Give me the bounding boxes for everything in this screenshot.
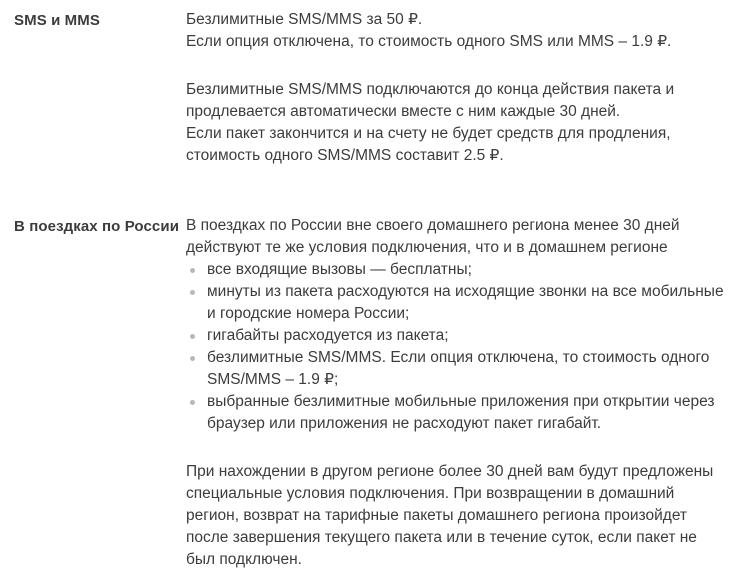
paragraph-sms-renewal [186, 79, 729, 167]
travel-conditions-list [186, 259, 729, 435]
list-item [186, 259, 729, 281]
list-item [186, 325, 729, 347]
paragraph-travel-outro: При нахождении в другом регионе более 30 дней вам будут предложены специальные условия подключения. При возвращении в домашний регион, возврат на тарифные пакеты домашнего региона произойдет после завершения текущего пакета или в течение суток, если пакет не был подключен. [186, 463, 714, 568]
text-line: Безлимитные SMS/MMS подключаются до конца действия пакета и продлевается автоматически вместе с ним каждые 30 дней. [186, 81, 675, 120]
list-item [186, 391, 729, 435]
bullet-dot-icon [190, 290, 195, 295]
row-label-russia-travel: В поездках по России [14, 218, 180, 235]
row-content-russia-travel [186, 215, 729, 571]
paragraph-sms-price [186, 9, 729, 53]
list-item-text: выбранные безлимитные мобильные приложения при открытии через браузер или приложения не расходуют пакет гигабайт. [207, 393, 715, 432]
section-sms-mms [14, 9, 729, 167]
bullet-dot-icon [190, 334, 195, 339]
list-item-text: безлимитные SMS/MMS. Если опция отключена, то стоимость одного SMS/MMS – 1.9 ₽; [207, 349, 710, 388]
paragraph-travel-intro: В поездках по России вне своего домашнего региона менее 30 дней действуют те же условия подключения, что и в домашнем регионе [186, 217, 680, 256]
text-line: Если пакет закончится и на счету не будет средств для продления, стоимость одного SMS/MMS составит 2.5 ₽. [186, 125, 671, 164]
bullet-dot-icon [190, 268, 195, 273]
list-item-text: гигабайты расходуется из пакета; [207, 327, 449, 344]
text-line: Если опция отключена, то стоимость одного SMS или MMS – 1.9 ₽. [186, 33, 672, 50]
text-line: Безлимитные SMS/MMS за 50 ₽. [186, 11, 423, 28]
row-content-sms-mms [186, 9, 729, 167]
list-item-text: минуты из пакета расходуются на исходящие звонки на все мобильные и городские номера России; [207, 283, 724, 322]
bullet-dot-icon [190, 400, 195, 405]
list-item [186, 347, 729, 391]
list-item [186, 281, 729, 325]
bullet-dot-icon [190, 356, 195, 361]
section-russia-travel [14, 215, 729, 571]
list-item-text: все входящие вызовы — бесплатны; [207, 261, 472, 278]
row-label-sms-mms: SMS и MMS [14, 12, 100, 29]
